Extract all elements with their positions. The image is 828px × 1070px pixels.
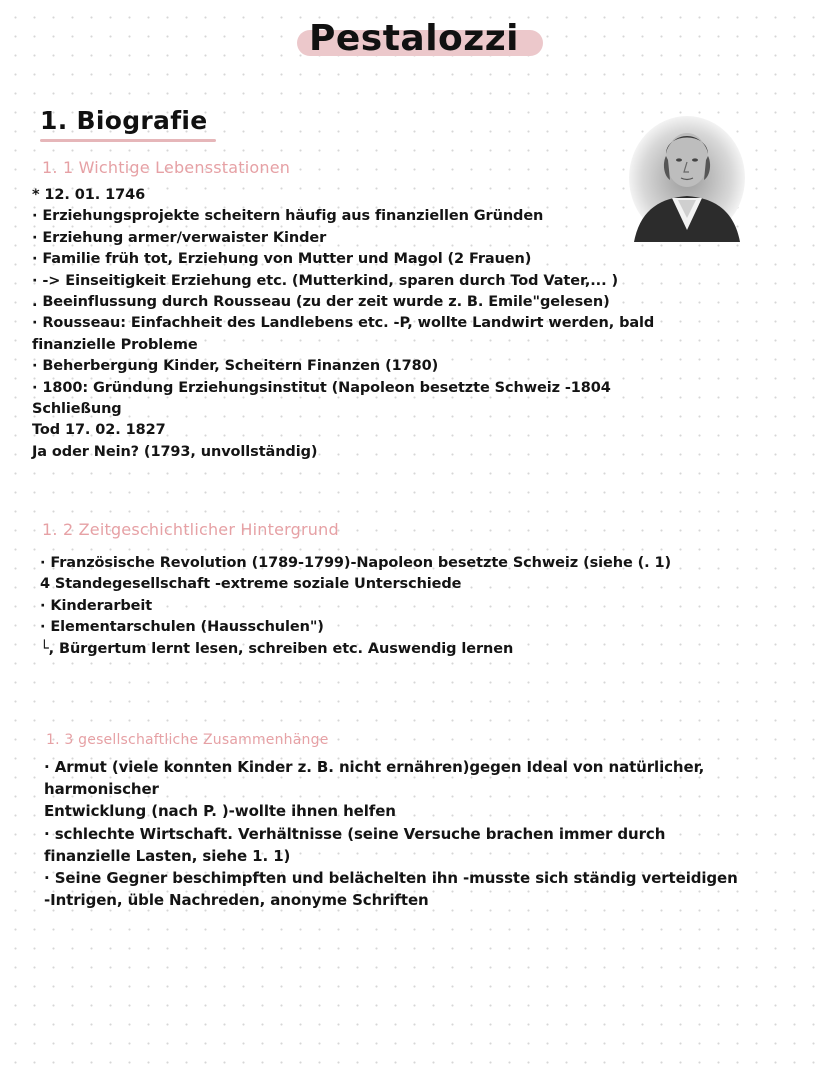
list-item: finanzielle Lasten, siehe 1. 1) [44,846,291,865]
list-item: · Seine Gegner beschimpften und belächelten ihn -musste sich ständig verteidigen [44,868,738,887]
subheading-zeitgeschichte: 1. 2 Zeitgeschichtlicher Hintergrund [42,520,339,539]
section-heading-biografie: 1. Biografie [40,106,208,135]
list-item: · Beherbergung Kinder, Scheitern Finanzen (1780) [32,358,439,375]
list-item: Ja oder Nein? (1793, unvollständig) [32,443,318,460]
list-item: · Französische Revolution (1789-1799)-Napoleon besetzte Schweiz (siehe (. 1) [40,555,672,571]
list-item: · Erziehungsprojekte scheitern häufig aus finanziellen Gründen [32,208,544,225]
list-item: · Armut (viele konnten Kinder z. B. nicht ernähren)gegen Ideal von natürlicher, [44,758,705,776]
list-item: 4 Standegesellschaft -extreme soziale Unterschiede [40,576,462,593]
list-item: · Rousseau: Einfachheit des Landlebens etc. -P, wollte Landwirt werden, bald [32,315,655,332]
list-item: · Erziehung armer/verwaister Kinder [32,229,327,246]
list-item: finanzielle Probleme [32,336,198,353]
list-item: harmonischer [44,780,159,799]
list-item: Tod 17. 02. 1827 [32,422,166,439]
list-item: · schlechte Wirtschaft. Verhältnisse (seine Versuche brachen immer durch [44,824,666,843]
list-item: · 1800: Gründung Erziehungsinstitut (Napoleon besetzte Schweiz -1804 [32,379,611,396]
zeitgeschichte-list [40,553,671,660]
list-item: · Elementarschulen (Hausschulen") [40,619,324,636]
gesellschaft-list [44,756,738,911]
heading-underline [40,139,216,142]
biografie-list [32,185,654,463]
list-item: Schließung [32,400,122,417]
list-item: . Beeinflussung durch Rousseau (zu der zeit wurde z. B. Emile"gelesen) [32,293,610,310]
list-item: -Intrigen, üble Nachreden, anonyme Schriften [44,891,429,910]
list-item: · Kinderarbeit [40,597,153,614]
list-item: · Familie früh tot, Erziehung von Mutter und Magol (2 Frauen) [32,251,532,268]
page-title [303,18,525,59]
title-block [0,18,828,59]
list-item: └, Bürgertum lernt lesen, schreiben etc. Auswendig lernen [40,640,514,657]
subheading-lebensstationen: 1. 1 Wichtige Lebensstationen [42,158,291,177]
list-item: · -> Einseitigkeit Erziehung etc. (Mutterkind, sparen durch Tod Vater,... ) [32,272,618,289]
list-item: * 12. 01. 1746 [32,187,146,203]
list-item: Entwicklung (nach P. )-wollte ihnen helfen [44,802,396,821]
subheading-gesellschaft: 1. 3 gesellschaftliche Zusammenhänge [46,732,329,748]
page-title-text: Pestalozzi [308,18,520,59]
